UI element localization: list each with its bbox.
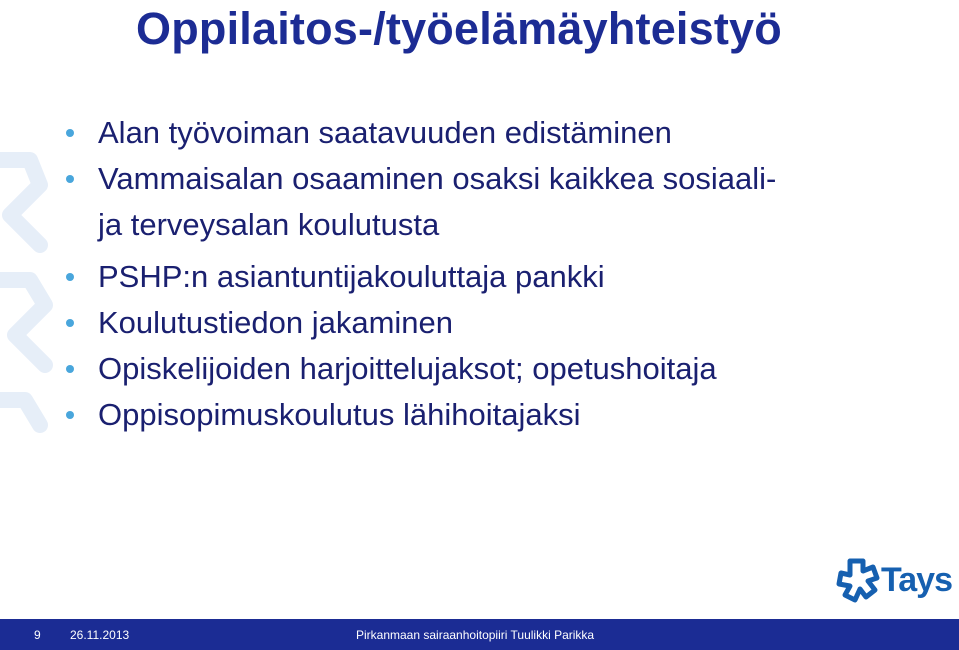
logo-text: Tays bbox=[881, 561, 952, 599]
bullet-text: PSHP:n asiantuntijakouluttaja pankki bbox=[98, 259, 605, 294]
bullet-dot-icon bbox=[66, 365, 74, 373]
footer-bar bbox=[0, 619, 959, 650]
tays-cross-icon bbox=[835, 556, 881, 606]
bullet-dot-icon bbox=[66, 129, 74, 137]
slide-title: Oppilaitos-/työelämäyhteistyö bbox=[136, 3, 782, 54]
bullet-item bbox=[62, 156, 922, 248]
bullet-text: Oppisopimuskoulutus lähihoitajaksi bbox=[98, 397, 581, 432]
bullet-dot-icon bbox=[66, 319, 74, 327]
bullet-dot-icon bbox=[66, 273, 74, 281]
bullet-text: Vammaisalan osaaminen osaksi kaikkea sosiaali- bbox=[98, 161, 777, 196]
bullet-item bbox=[62, 110, 922, 156]
bullet-item bbox=[62, 254, 922, 300]
bullet-dot-icon bbox=[66, 175, 74, 183]
page-number: 9 bbox=[34, 628, 41, 642]
footer-date: 26.11.2013 bbox=[70, 628, 130, 642]
footer-organization: Pirkanmaan sairaanhoitopiiri Tuulikki Parikka bbox=[356, 628, 595, 642]
bullet-text: Opiskelijoiden harjoittelujaksot; opetushoitaja bbox=[98, 351, 717, 386]
bullet-item bbox=[62, 346, 922, 392]
bullet-item bbox=[62, 300, 922, 346]
bullet-item bbox=[62, 392, 922, 438]
tays-logo bbox=[835, 556, 952, 606]
bullet-list bbox=[62, 110, 922, 438]
bullet-dot-icon bbox=[66, 411, 74, 419]
bullet-text-continuation: ja terveysalan koulutusta bbox=[98, 207, 440, 242]
bullet-text: Koulutustiedon jakaminen bbox=[98, 305, 454, 340]
bullet-text: Alan työvoiman saatavuuden edistäminen bbox=[98, 115, 672, 150]
